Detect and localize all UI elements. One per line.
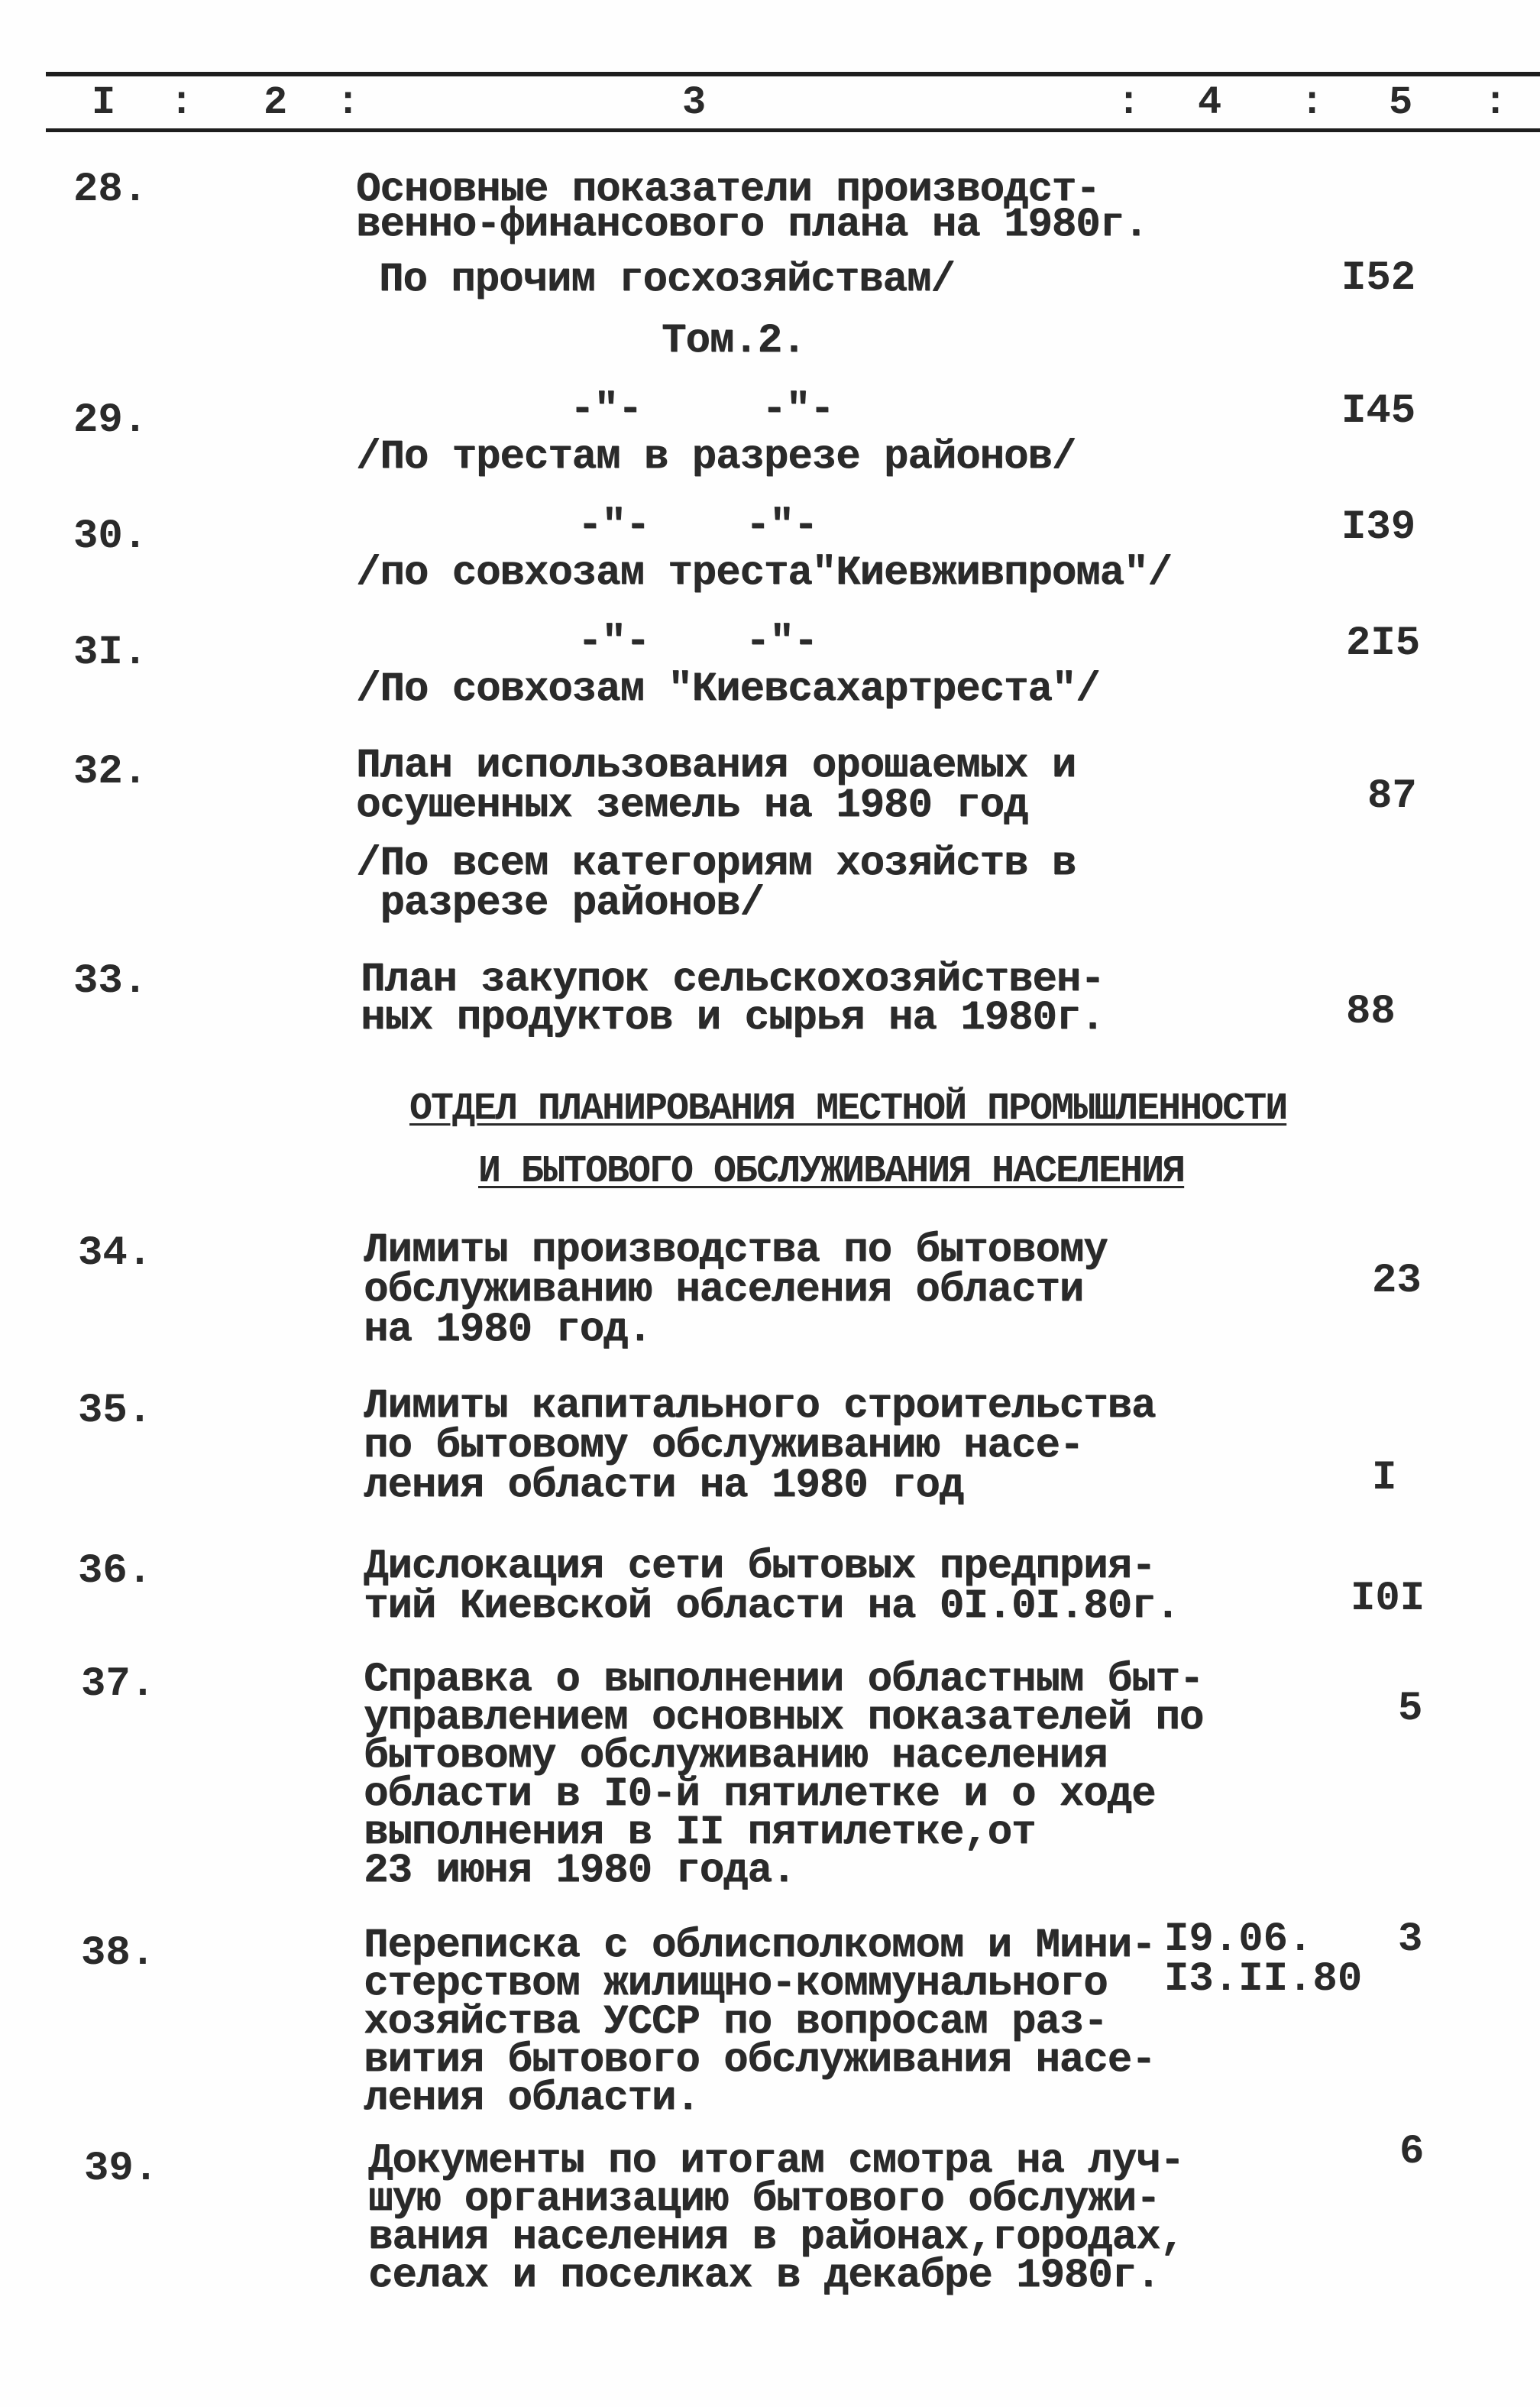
entry-title-line: вания населения в районах,городах, [368,2214,1184,2261]
header-col-3: 3 [682,80,707,125]
entry-pages: I0I [1351,1576,1425,1622]
entry-title-line: Справка о выполнении областным быт- [364,1657,1204,1703]
entry-pages: I39 [1341,504,1416,551]
entry-number: 35. [78,1388,153,1434]
entry-number: 32. [73,749,148,795]
header-col-4: 4 [1198,80,1222,125]
entry-date: I9.06. [1164,1916,1313,1963]
header-col-2: 2 [264,80,288,125]
entry-number: 29. [73,397,148,444]
entry-pages: 2I5 [1346,620,1421,667]
section-heading: ОТДЕЛ ПЛАНИРОВАНИЯ МЕСТНОЙ ПРОМЫШЛЕННОСТИ [409,1087,1287,1131]
entry-subtitle: /по совхозам треста"Киевживпрома"/ [356,550,1172,597]
ditto-marks: -"- -"- [578,619,818,666]
entry-number: 34. [78,1230,153,1277]
entry-pages: 88 [1346,989,1396,1035]
entry-title-line: Документы по итогам смотра на луч- [368,2138,1184,2185]
entry-number: 30. [73,513,148,560]
header-col-1: I [92,80,116,125]
entry-pages: I52 [1341,255,1416,302]
entry-number: 36. [78,1548,153,1595]
entry-pages: 6 [1399,2129,1425,2175]
ditto-marks: -"- -"- [578,503,818,549]
entry-title-line: План использования орошаемых и [356,743,1076,789]
entry-title-line: ных продуктов и сырья на 1980г. [361,995,1105,1042]
entry-title-line: Основные показатели производст- [356,167,1100,213]
entry-title-line: управлением основных показателей по [364,1695,1204,1741]
entry-title-line: венно-финансового плана на 1980г. [356,202,1148,248]
entry-pages: I45 [1341,388,1416,435]
entry-subtitle: /По совхозам "Киевсахартреста"/ [356,666,1100,713]
entry-number: 39. [84,2146,159,2192]
entry-title-line: по бытовому обслуживанию насе- [364,1423,1084,1469]
entry-title-line: вития бытового обслуживания насе- [364,2037,1156,2084]
entry-title-line: селах и поселках в декабре 1980г. [368,2253,1160,2299]
entry-number: 28. [73,167,148,213]
entry-title-line: ления области на 1980 год [364,1463,964,1509]
entry-pages: I [1372,1455,1397,1502]
header-sep: : [170,80,194,125]
entry-title-line: осушенных земель на 1980 год [356,782,1028,829]
entry-number: 3I. [73,630,148,676]
header-bottom-rule [46,128,1540,132]
entry-pages: 5 [1398,1686,1423,1732]
entry-title-line: ления области. [364,2075,700,2122]
volume-label: Том.2. [662,318,806,364]
entry-number: 33. [73,958,148,1005]
entry-title-line: шую организацию бытового обслужи- [368,2176,1160,2223]
header-sep: : [1117,80,1141,125]
entry-title-line: выполнения в II пятилетке,от [364,1809,1036,1856]
entry-title-line: Переписка с облисполкомом и Мини- [364,1923,1156,1969]
entry-title-line: на 1980 год. [364,1307,652,1353]
entry-number: 37. [81,1661,156,1708]
entry-subtitle: /По всем категориям хозяйств в [356,841,1076,887]
entry-title-line: План закупок сельскохозяйствен- [361,957,1105,1003]
entry-subtitle: разрезе районов/ [356,880,764,927]
ditto-marks: -"- -"- [570,387,834,433]
entry-date: I3.II.80 [1164,1956,1363,2003]
entry-subtitle: /По трестам в разрезе районов/ [356,434,1076,481]
entry-number: 38. [81,1930,156,1977]
entry-pages: 23 [1372,1258,1422,1304]
header-sep: : [336,80,361,125]
entry-pages: 87 [1367,773,1417,820]
header-col-5: 5 [1389,80,1413,125]
entry-title-line: области в I0-й пятилетке и о ходе [364,1771,1156,1818]
entry-title-line: стерством жилищно-коммунального [364,1961,1108,2007]
entry-title-line: хозяйства УССР по вопросам раз- [364,1999,1108,2046]
entry-subtitle: По прочим госхозяйствам/ [379,257,955,303]
entry-title-line: тий Киевской области на 0I.0I.80г. [364,1583,1179,1630]
header-sep: : [1300,80,1325,125]
entry-pages: 3 [1398,1916,1423,1963]
entry-title-line: бытовому обслуживанию населения [364,1733,1108,1780]
entry-title-line: Лимиты производства по бытовому [364,1227,1108,1274]
header-top-rule [46,72,1540,76]
section-heading: И БЫТОВОГО ОБСЛУЖИВАНИЯ НАСЕЛЕНИЯ [478,1150,1185,1194]
entry-title-line: обслуживанию населения области [364,1267,1084,1314]
header-sep: : [1483,80,1508,125]
entry-title-line: Лимиты капитального строительства [364,1383,1156,1430]
entry-title-line: Дислокация сети бытовых предприя- [364,1544,1156,1590]
entry-title-line: 23 июня 1980 года. [364,1848,796,1894]
